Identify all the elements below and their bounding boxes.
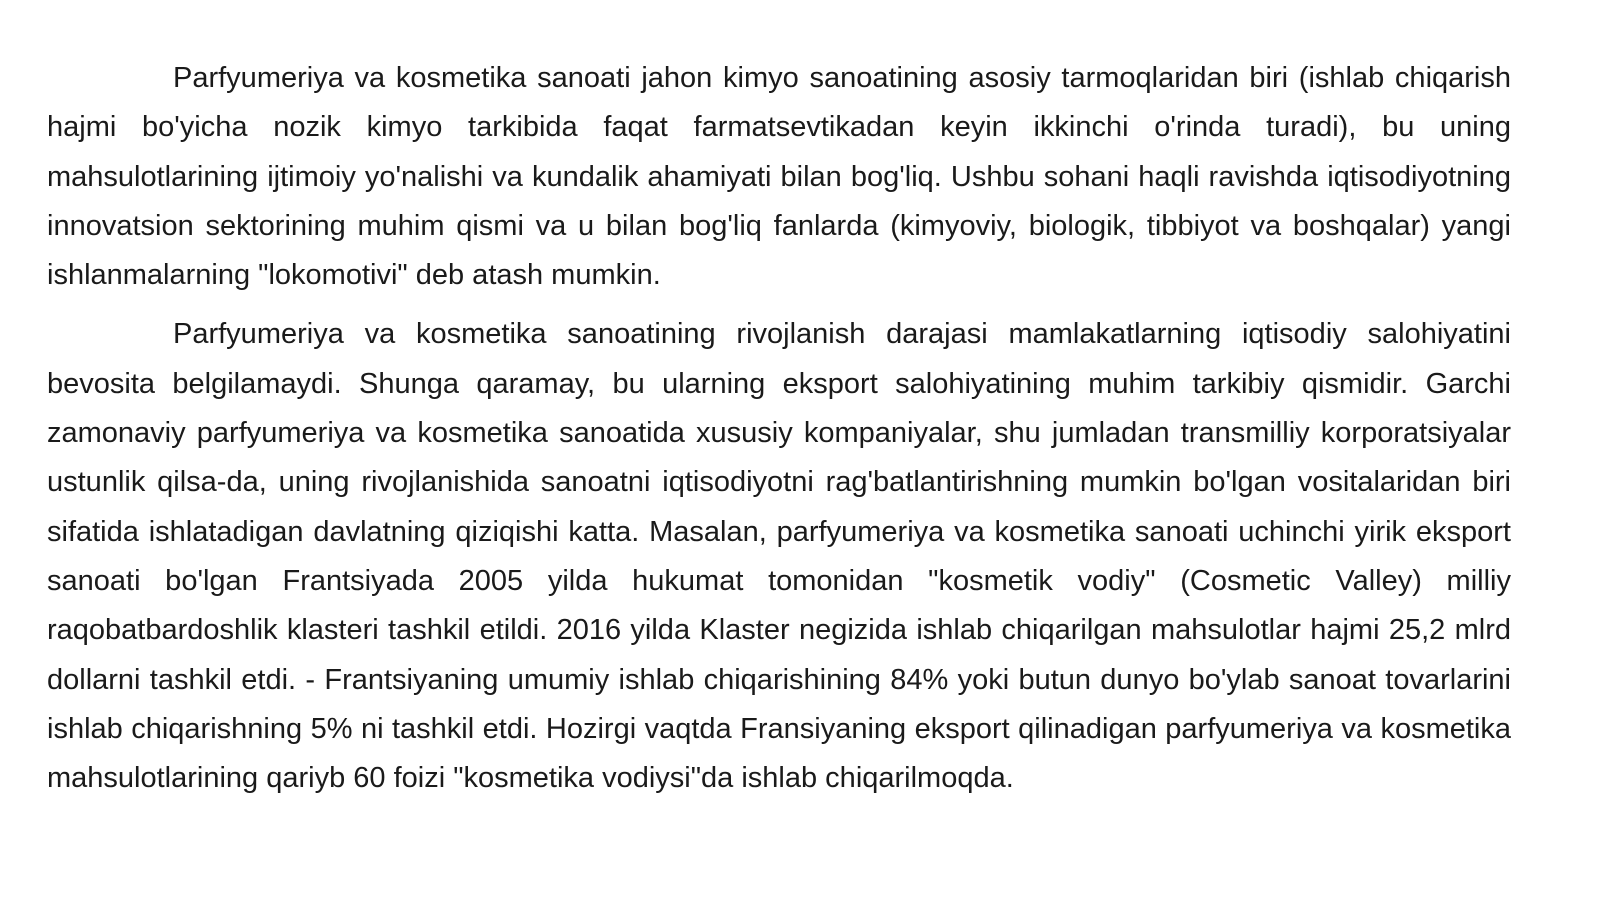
paragraph-2: Parfyumeriya va kosmetika sanoatining rivojlanish darajasi mamlakatlarning iqtisodiy salohiyatini bevosita belgilamaydi. Shunga qaramay, bu ularning eksport salohiyatining muhim tarkibiy qismidir. Garchi zamonaviy parfyumeriya va kosmetika sanoatida xususiy kompaniyalar, shu jumladan transmilliy korporatsiyalar ustunlik qilsa-da, uning rivojlanishida sanoatni iqtisodiyotni rag'batlantirishning mumkin bo'lgan vositalaridan biri sifatida ishlatadigan davlatning qiziqishi katta. Masalan, parfyumeriya va kosmetika sanoati uchinchi yirik eksport sanoati bo'lgan Frantsiyada 2005 yilda hukumat tomonidan "kosmetik vodiy" (Cosmetic Valley) milliy raqobatbardoshlik klasteri tashkil etildi. 2016 yilda Klaster negizida ishlab chiqarilgan mahsulotlar hajmi 25,2 mlrd dollarni tashkil etdi. - Frantsiyaning umumiy ishlab chiqarishining 84% yoki butun dunyo bo'ylab sanoat tovarlarini ishlab chiqarishning 5% ni tashkil etdi. Hozirgi vaqtda Fransiyaning eksport qilinadigan parfyumeriya va kosmetika mahsulotlarining qariyb 60 foizi "kosmetika vodiysi"da ishlab chiqarilmoqda.: [47, 318, 1511, 795]
text-body: [47, 54, 1511, 803]
paragraph-1: Parfyumeriya va kosmetika sanoati jahon kimyo sanoatining asosiy tarmoqlaridan biri (ishlab chiqarish hajmi bo'yicha nozik kimyo tarkibida faqat farmatsevtikadan keyin ikkinchi o'rinda turadi), bu uning mahsulotlarining ijtimoiy yo'nalishi va kundalik ahamiyati bilan bog'liq. Ushbu sohani haqli ravishda iqtisodiyotning innovatsion sektorining muhim qismi va u bilan bog'liq fanlarda (kimyoviy, biologik, tibbiyot va boshqalar) yangi ishlanmalarning "lokomotivi" deb atash mumkin.: [47, 62, 1511, 292]
